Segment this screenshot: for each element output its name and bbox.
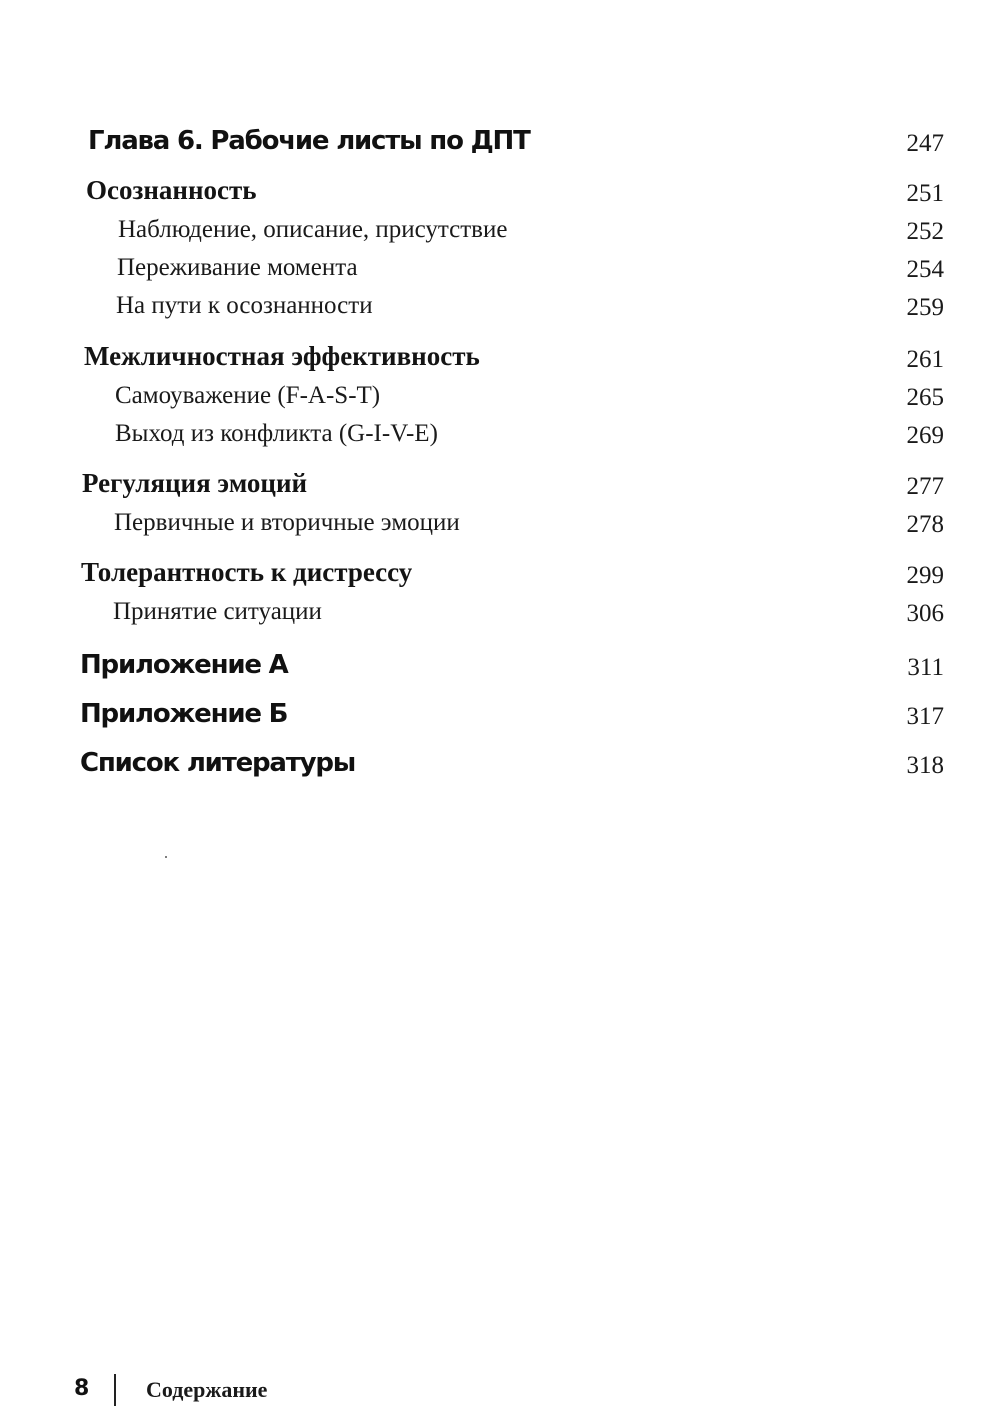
toc-entry-title: Первичные и вторичные эмоции (114, 509, 460, 536)
toc-entry-page: 269 (906, 422, 944, 449)
toc-entry-interpersonal (0, 336, 1000, 376)
toc-entry-page: 318 (906, 752, 944, 779)
page-footer (0, 1368, 1000, 1418)
toc-entry-page: 265 (906, 384, 944, 411)
toc-entry-title: Список литературы (80, 748, 356, 778)
toc-entry-fast (0, 374, 1000, 414)
toc-entry-page: 299 (906, 562, 944, 589)
toc-entry-page: 278 (906, 511, 944, 538)
toc-entry-acceptance (0, 590, 1000, 630)
toc-entry-moment (0, 246, 1000, 286)
toc-entry-title: Самоуважение (F-A-S-T) (115, 382, 381, 409)
toc-entry-page: 251 (906, 180, 944, 207)
page-number: 8 (74, 1376, 90, 1401)
toc-entry-page: 311 (907, 654, 944, 681)
toc-entry-page: 261 (906, 346, 944, 373)
toc-entry-distress-tolerance (0, 552, 1000, 592)
toc-entry-page: 254 (906, 256, 944, 283)
toc-entry-page: 252 (906, 218, 944, 245)
toc-entry-page: 306 (906, 600, 944, 627)
toc-entry-title: Наблюдение, описание, присутствие (118, 216, 508, 243)
toc-entry-page: 247 (906, 130, 944, 157)
toc-entry-title: Межличностная эффективность (84, 341, 480, 371)
toc-entry-title: Глава 6. Рабочие листы по ДПТ (88, 126, 530, 156)
toc-entry-title: Толерантность к дистрессу (81, 557, 413, 587)
running-title: Содержание (146, 1377, 268, 1402)
toc-entry-page: 317 (906, 703, 944, 730)
toc-entry-title: Приложение А (80, 650, 288, 680)
toc-entry-title: На пути к осознанности (116, 292, 373, 319)
toc-entry-title: Принятие ситуации (113, 598, 322, 625)
toc-entry-chapter-6 (0, 120, 1000, 160)
toc-entry-appendix-b (0, 693, 1000, 733)
toc-entry-title: Осознанность (86, 175, 257, 205)
toc-entry-page: 277 (906, 473, 944, 500)
toc-entry-title: Регуляция эмоций (82, 468, 308, 498)
footer-divider (114, 1374, 116, 1406)
toc-entry-title: Выход из конфликта (G-I-V-E) (115, 420, 438, 447)
print-speck (165, 856, 167, 858)
toc-entry-path-mindfulness (0, 284, 1000, 324)
toc-entry-primary-secondary (0, 501, 1000, 541)
toc-entry-bibliography (0, 742, 1000, 782)
toc-entry-title: Переживание момента (117, 254, 358, 281)
toc-entry-give (0, 412, 1000, 452)
toc-entry-mindfulness (0, 170, 1000, 210)
toc-entry-appendix-a (0, 644, 1000, 684)
toc-entry-page: 259 (906, 294, 944, 321)
toc-entry-title: Приложение Б (80, 699, 288, 729)
toc-entry-observe-describe (0, 208, 1000, 248)
toc-entry-emotion-regulation (0, 463, 1000, 503)
